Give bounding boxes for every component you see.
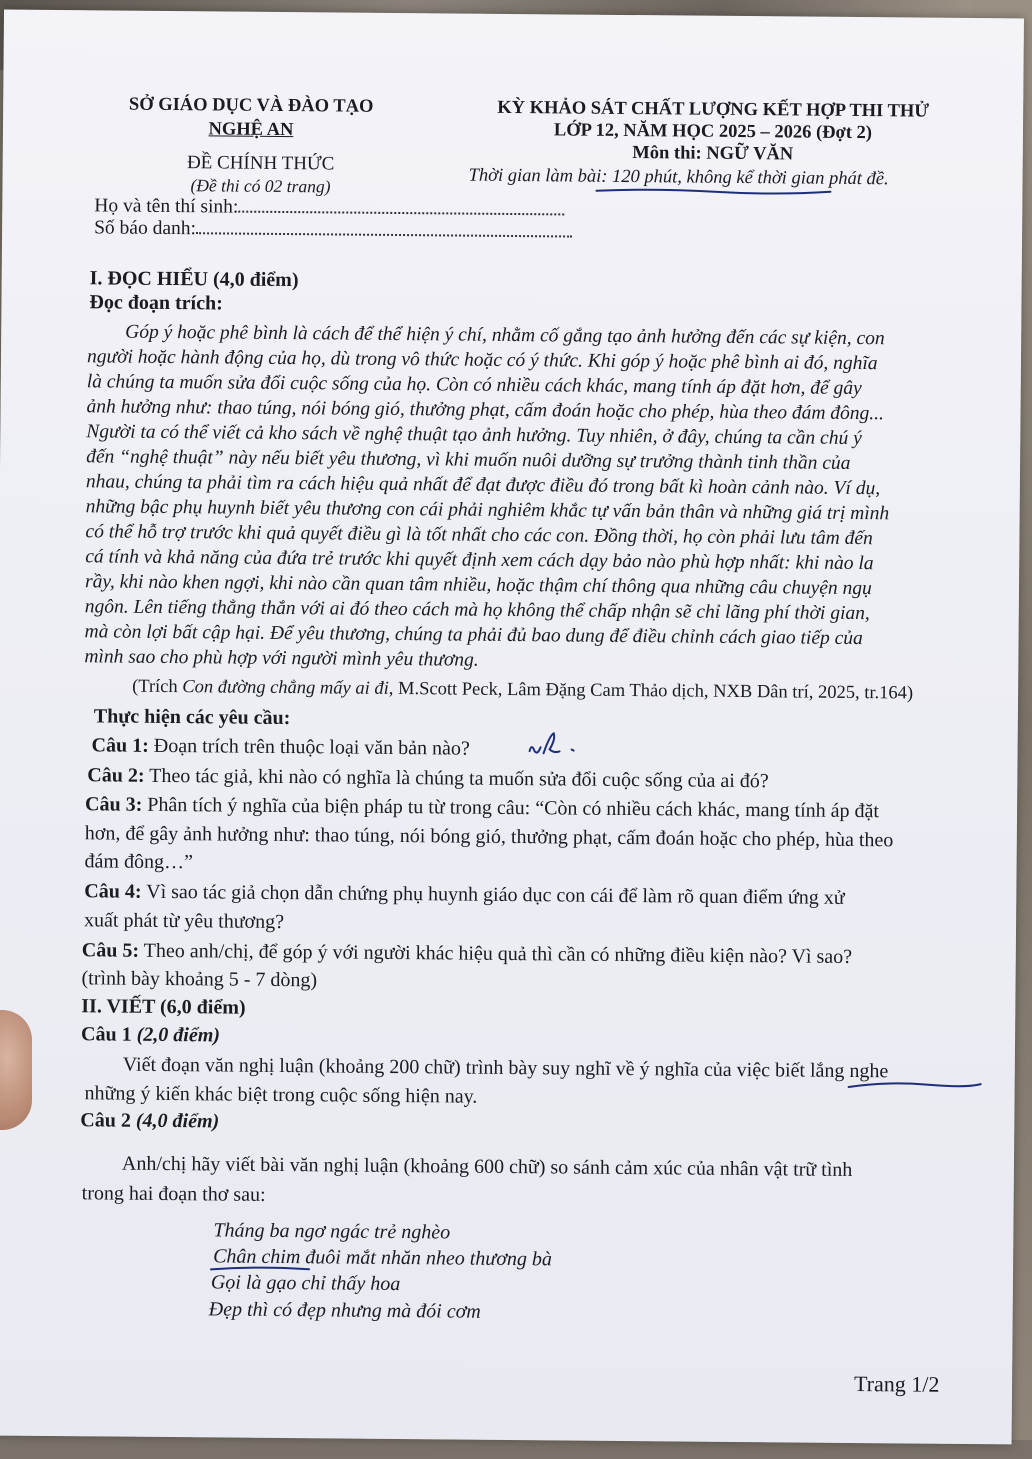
thumb <box>0 1010 32 1130</box>
candidate-id-label: Số báo danh: <box>94 217 197 240</box>
pen-underline-time <box>594 185 834 199</box>
poem-line: Đẹp thì có đẹp nhưng mà đói cơm <box>208 1298 481 1323</box>
question-text: xuất phát từ yêu thương? <box>83 909 285 934</box>
citation-title: Con đường chẳng mấy ai đi <box>182 677 389 699</box>
poem-line: Chân chim đuôi mắt nhăn nheo thương bà <box>213 1245 553 1271</box>
question-3-cont <box>85 820 894 853</box>
passage-line: Góp ý hoặc phê bình là cách để thể hiện ý chí, nhằm cố gắng tạo ảnh hưởng đến các sự kiện, con <box>125 321 885 350</box>
question-2 <box>87 762 769 794</box>
writing-q2-heading <box>80 1108 219 1133</box>
writing-q1-heading <box>81 1022 220 1047</box>
question-4-cont <box>84 907 284 935</box>
candidate-name-label: Họ và tên thí sinh: <box>94 195 239 218</box>
question-1 <box>91 732 469 761</box>
question-3-cont <box>84 848 193 875</box>
header-grade: LỚP 12, NĂM HỌC 2025 – 2026 (Đợt 2) <box>553 120 873 144</box>
header-official: ĐỀ CHÍNH THỨC <box>186 152 335 175</box>
question-number: Câu 5: <box>81 939 140 962</box>
writing-q2-points: (4,0 điểm) <box>130 1109 220 1133</box>
header-province: NGHỆ AN <box>208 119 294 141</box>
pen-underline-listen <box>847 1079 983 1092</box>
paper-content <box>0 10 1032 1459</box>
passage-line: Người ta có thể viết cả kho sách về nghệ thuật tạo ảnh hưởng. Tuy nhiên, ở đây, chúng ta cần chú ý <box>86 421 862 450</box>
passage-line: những bậc phụ huynh biết yêu thương con cái phải nghiêm khắc tự vấn bản thân và những giá trị mình <box>85 496 890 525</box>
poem-line: Gọi là gạo chỉ thấy hoa <box>210 1271 401 1296</box>
writing-q1-num: Câu 1 <box>80 1023 132 1046</box>
passage-line: ngôn. Lên tiếng thẳng thắn với ai đó theo cách mà họ không thể chấp nhận sẽ chỉ lãng phí thời gian, <box>84 596 870 625</box>
page-number: Trang 1/2 <box>853 1371 940 1397</box>
citation <box>132 675 913 706</box>
question-text: Vì sao tác giả chọn dẫn chứng phụ huynh giáo dục con cái để làm rõ quan điểm ứng xử <box>141 880 845 909</box>
candidate-id-dots <box>196 218 572 237</box>
tasks-label: Thực hiện các yêu cầu: <box>93 705 291 730</box>
section2-heading: II. VIẾT (6,0 điểm) <box>81 995 246 1019</box>
passage-line: mà còn lợi bất cập hại. Để yêu thương, chúng ta phải đủ bao dung để điều chỉnh cách giao tiếp của <box>84 621 863 650</box>
writing-q2-text: trong hai đoạn thơ sau: <box>81 1182 266 1206</box>
passage-line: đến “nghệ thuật” này nếu biết yêu thương, vì khi muốn nuôi dưỡng sự trưởng thành tinh thần của <box>86 446 851 474</box>
question-number: Câu 2: <box>87 764 145 787</box>
question-number: Câu 3: <box>84 793 143 816</box>
passage-line: nhau, chúng ta phải tìm ra cách hiệu quả nhất để đạt được điều đó trong bất kì hoàn cảnh nào. Ví dụ, <box>85 471 881 500</box>
poem-line: Tháng ba ngơ ngác trẻ nghèo <box>213 1219 451 1244</box>
question-4 <box>84 878 845 911</box>
header-subject: Môn thi: NGỮ VĂN <box>632 143 794 165</box>
exam-paper <box>0 10 1024 1445</box>
passage-line: ảnh hưởng như: thao túng, nói bóng gió, thưởng phạt, cấm đoán hoặc cho phép, hùa theo đám đông... <box>86 396 885 425</box>
writing-q1-points: (2,0 điểm) <box>131 1023 221 1047</box>
passage-line: mình sao cho phù hợp với người mình yêu thương. <box>84 646 479 671</box>
question-5-cont <box>81 965 317 993</box>
citation-prefix: (Trích <box>132 676 183 698</box>
question-text: (trình bày khoảng 5 - 7 dòng) <box>81 967 318 992</box>
passage-line: cá tính và khả năng của đứa trẻ trước khi quyết định xem cách dạy bảo nào phù hợp nhất: khi nào la <box>85 546 874 575</box>
question-number: Câu 4: <box>84 880 142 903</box>
writing-q1-text: những ý kiến khác biệt trong cuộc sống hiện nay. <box>84 1082 478 1108</box>
candidate-id-field <box>94 216 572 244</box>
question-text: Đoạn trích trên thuộc loại văn bản nào? <box>148 734 470 760</box>
section1-heading: I. ĐỌC HIỂU (4,0 điểm) <box>89 267 299 292</box>
passage-line: có thể hỗ trợ trước khi quả quyết điều gì là tốt nhất cho các con. Đồng thời, họ còn phải lưu tâm đến <box>85 521 873 550</box>
pen-scribble <box>525 729 585 760</box>
passage-line: rầy, khi nào khen ngợi, khi nào cần quan tâm nhiều, hoặc thậm chí thông qua những câu chuyện ngụ <box>84 571 872 600</box>
passage-line: là chúng ta muốn sửa đổi cuộc sống của họ. Còn có nhiều cách khác, mang tính áp đặt hơn, để gây <box>86 371 862 400</box>
passage-line: người hoặc hành động của họ, dù trong vô thức hoặc có ý thức. Khi góp ý hoặc phê bình ai đó, nghĩa <box>86 346 878 375</box>
header-time: Thời gian làm bài: 120 phút, không kể thời gian phát đề. <box>468 165 889 190</box>
question-text: Theo anh/chị, để góp ý với người khác hiệu quả thì cần có những điều kiện nào? Vì sao? <box>138 939 853 968</box>
header-title: KỲ KHẢO SÁT CHẤT LƯỢNG KẾT HỢP THI THỬ <box>497 97 930 122</box>
candidate-name-dots <box>238 197 564 216</box>
question-text: Phân tích ý nghĩa của biện pháp tu từ trong câu: “Còn có nhiều cách khác, mang tính áp đặt <box>142 793 880 823</box>
header-org: SỞ GIÁO DỤC VÀ ĐÀO TẠO <box>128 94 374 117</box>
question-text: Theo tác giả, khi nào có nghĩa là chúng ta muốn sửa đổi cuộc sống của ai đó? <box>144 764 769 793</box>
question-3 <box>85 791 879 824</box>
header-pages: (Đề thi có 02 trang) <box>190 175 331 197</box>
question-number: Câu 1: <box>91 734 149 757</box>
citation-rest: , M.Scott Peck, Lâm Đặng Cam Thảo dịch, NXB Dân trí, 2025, tr.164) <box>388 678 914 704</box>
read-label: Đọc đoạn trích: <box>89 291 223 315</box>
writing-q2-num: Câu 2 <box>80 1109 132 1132</box>
writing-q2-text: Anh/chị hãy viết bài văn nghị luận (khoảng 600 chữ) so sánh cảm xúc của nhân vật trữ tình <box>121 1152 853 1181</box>
question-text: hơn, để gây ảnh hưởng như: thao túng, nói bóng gió, thưởng phạt, cấm đoán hoặc cho phép, hùa theo <box>84 822 894 852</box>
writing-q1-text: Viết đoạn văn nghị luận (khoảng 200 chữ) trình bày suy nghĩ về ý nghĩa của việc biết lắng nghe <box>122 1053 889 1083</box>
question-text: đám đông…” <box>84 850 193 874</box>
question-5 <box>82 937 852 970</box>
